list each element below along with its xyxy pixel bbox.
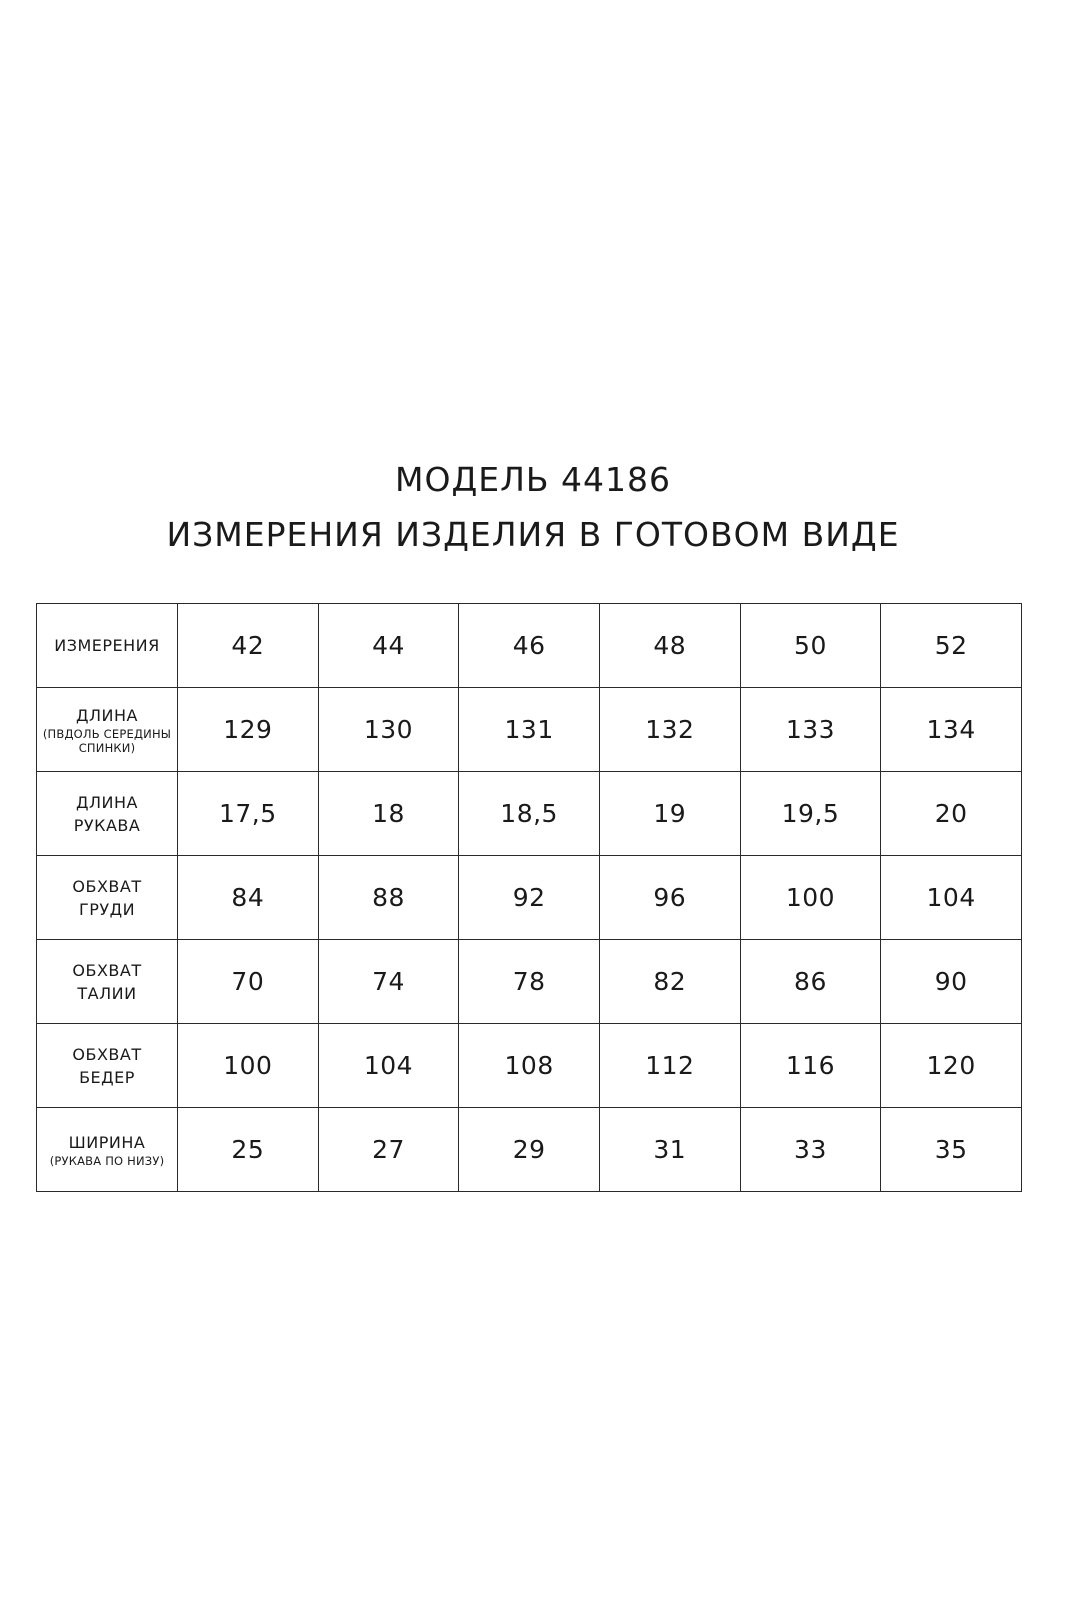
table-cell: 104 xyxy=(318,1024,459,1108)
table-cell: 100 xyxy=(740,856,881,940)
table-row xyxy=(37,772,1022,856)
table-cell: 108 xyxy=(459,1024,600,1108)
table-row xyxy=(37,940,1022,1024)
table-cell: 20 xyxy=(881,772,1022,856)
size-header-cell: 48 xyxy=(599,604,740,688)
row-label: ГРУДИ xyxy=(78,899,136,919)
table-cell: 27 xyxy=(318,1108,459,1192)
row-label-cell xyxy=(37,940,178,1024)
size-chart-table xyxy=(36,603,1022,1192)
table-cell: 18,5 xyxy=(459,772,600,856)
table-cell: 35 xyxy=(881,1108,1022,1192)
table-cell: 88 xyxy=(318,856,459,940)
table-cell: 19 xyxy=(599,772,740,856)
table-cell: 120 xyxy=(881,1024,1022,1108)
table-cell: 29 xyxy=(459,1108,600,1192)
table-cell: 100 xyxy=(178,1024,319,1108)
row-label: РУКАВА xyxy=(73,815,141,835)
size-header-cell: 52 xyxy=(881,604,1022,688)
table-cell: 31 xyxy=(599,1108,740,1192)
row-label: ТАЛИИ xyxy=(77,983,137,1003)
table-row xyxy=(37,1024,1022,1108)
table-cell: 33 xyxy=(740,1108,881,1192)
table-row xyxy=(37,856,1022,940)
row-label: ОБХВАТ xyxy=(72,1044,142,1064)
table-cell: 90 xyxy=(881,940,1022,1024)
table-cell: 92 xyxy=(459,856,600,940)
row-label: ДЛИНА xyxy=(76,706,138,725)
table-cell: 134 xyxy=(881,688,1022,772)
table-cell: 131 xyxy=(459,688,600,772)
header-label: ИЗМЕРЕНИЯ xyxy=(54,636,160,655)
row-label: ДЛИНА xyxy=(76,792,138,812)
row-label: ШИРИНА xyxy=(68,1133,146,1152)
table-cell: 130 xyxy=(318,688,459,772)
table-cell: 86 xyxy=(740,940,881,1024)
table-cell: 78 xyxy=(459,940,600,1024)
header-label-cell xyxy=(37,604,178,688)
row-label-cell xyxy=(37,1108,178,1192)
table-cell: 70 xyxy=(178,940,319,1024)
table-cell: 84 xyxy=(178,856,319,940)
size-header-cell: 50 xyxy=(740,604,881,688)
size-header-cell: 44 xyxy=(318,604,459,688)
table-cell: 17,5 xyxy=(178,772,319,856)
table-cell: 25 xyxy=(178,1108,319,1192)
table-cell: 133 xyxy=(740,688,881,772)
size-header-cell: 46 xyxy=(459,604,600,688)
table-cell: 18 xyxy=(318,772,459,856)
size-header-cell: 42 xyxy=(178,604,319,688)
row-sublabel: (РУКАВА ПО НИЗУ) xyxy=(49,1154,165,1168)
row-label-cell xyxy=(37,688,178,772)
table-cell: 82 xyxy=(599,940,740,1024)
table-row xyxy=(37,1108,1022,1192)
model-title: МОДЕЛЬ 44186 xyxy=(395,460,671,499)
page-subtitle: ИЗМЕРЕНИЯ ИЗДЕЛИЯ В ГОТОВОМ ВИДЕ xyxy=(166,515,900,554)
row-label-cell xyxy=(37,856,178,940)
table-header-row xyxy=(37,604,1022,688)
table-cell: 96 xyxy=(599,856,740,940)
row-sublabel: СПИНКИ) xyxy=(78,741,136,755)
table-cell: 112 xyxy=(599,1024,740,1108)
row-label: ОБХВАТ xyxy=(72,960,142,980)
table-cell: 132 xyxy=(599,688,740,772)
table-cell: 129 xyxy=(178,688,319,772)
table-cell: 19,5 xyxy=(740,772,881,856)
row-label: БЕДЕР xyxy=(79,1067,135,1087)
row-label-cell xyxy=(37,1024,178,1108)
table-cell: 104 xyxy=(881,856,1022,940)
row-label-cell xyxy=(37,772,178,856)
table-cell: 74 xyxy=(318,940,459,1024)
row-sublabel: (ПВДОЛЬ СЕРЕДИНЫ xyxy=(42,727,172,741)
table-cell: 116 xyxy=(740,1024,881,1108)
row-label: ОБХВАТ xyxy=(72,876,142,896)
table-row xyxy=(37,688,1022,772)
